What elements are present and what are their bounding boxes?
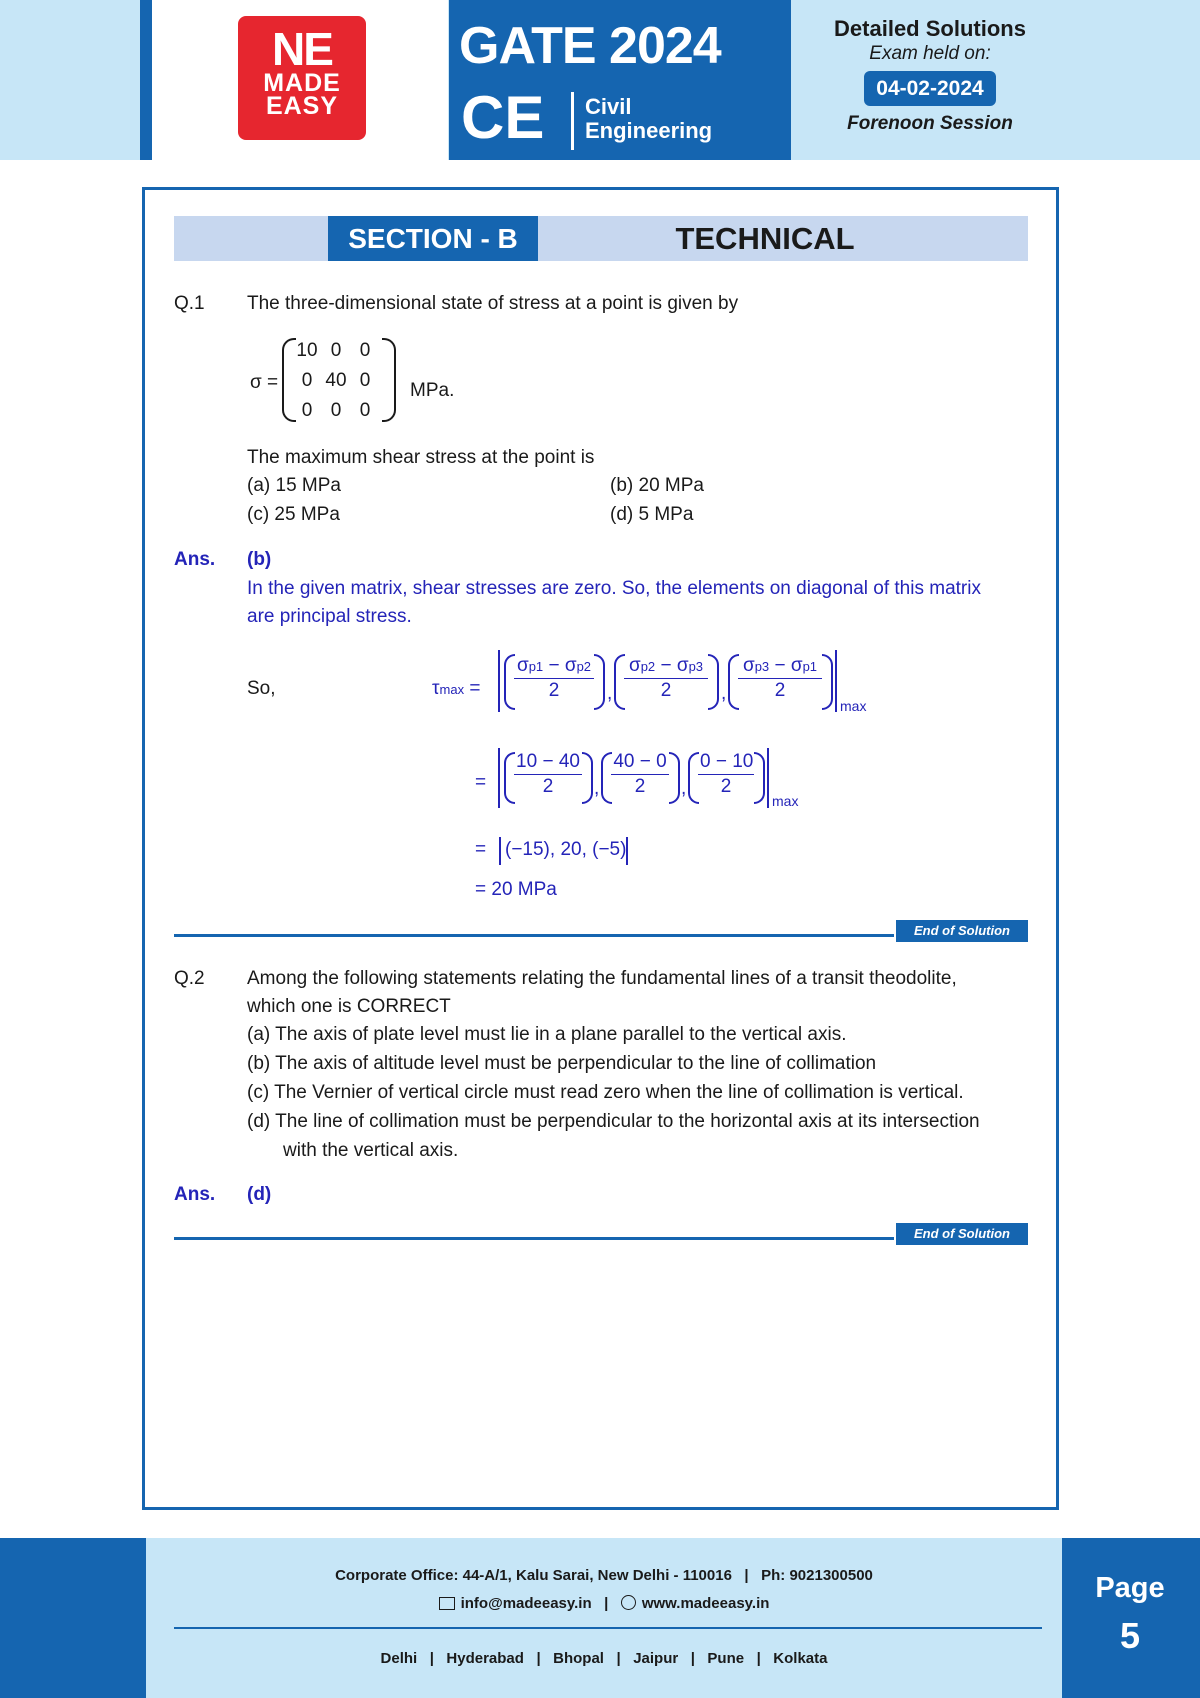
q2-end-of-solution: End of Solution [896,1223,1028,1245]
q1-end-rule [174,934,894,937]
eq3-abs-left [499,837,501,865]
q2-text-line1: Among the following statements relating the fundamental lines of a transit theodolite, [247,968,957,989]
frac-term: σ [790,655,803,676]
matrix-cell: 10 [296,340,318,361]
eq2-frac-2 [611,751,669,798]
q1-option-d: (d) 5 MPa [610,504,694,525]
frac-den: 2 [634,776,646,797]
q1-answer: (b) [247,549,272,570]
eq1-frac-2: $\frac{\sigma p2 - \sigma p3}{2}$ [624,655,708,702]
q2-option-b: (b) The axis of altitude level must be perpendicular to the line of collimation [247,1053,877,1074]
city: Pune [707,1650,745,1667]
matrix-cell: 0 [359,340,371,361]
email-link[interactable]: info@madeeasy.in [460,1595,592,1612]
frac-term: σ [676,655,689,676]
q1-option-b: (b) 20 MPa [610,475,704,496]
q1-number: Q.1 [174,293,205,314]
section-label: SECTION - B [328,216,538,261]
footer-rule [174,1627,1042,1629]
eq4-result: = 20 MPa [475,879,557,900]
page-number: 5 [1119,1615,1141,1656]
eq3-equals: = [475,839,487,860]
q1-end-of-solution: End of Solution [896,920,1028,942]
contact-line: info@madeeasy.in | www.madeeasy.in [146,1595,1062,1611]
city: Jaipur [633,1650,679,1667]
eq2-paren [669,752,680,804]
frac-den: 2 [720,776,732,797]
q2-option-c: (c) The Vernier of vertical circle must read zero when the line of collimation is vertical. [247,1082,964,1103]
matrix-cell: 40 [325,370,347,391]
header-stripe [140,0,152,160]
comma: , [607,683,613,704]
matrix-cell: 0 [359,370,371,391]
eq2-frac-1 [514,751,582,798]
comma: , [594,778,600,799]
mail-icon [439,1597,455,1610]
corporate-office: Corporate Office: 44-A/1, Kalu Sarai, New Delhi - 110016 | Ph: 9021300500 [335,1567,873,1584]
frac-term: σ [742,655,755,676]
q2-option-d: (d) The line of collimation must be perpendicular to the horizontal axis at its intersection [247,1111,980,1132]
phone-label: Ph: [761,1567,786,1584]
q1-option-c: (c) 25 MPa [247,504,340,525]
frac-sub: p2 [576,659,592,674]
frac-den: 2 [548,680,560,701]
comma: , [681,778,687,799]
frac-sub: p3 [688,659,704,674]
eq1-lhs: τmax = [432,678,481,699]
q2-option-d-cont: with the vertical axis. [283,1140,459,1161]
session-label: Forenoon Session [847,113,1013,135]
eq2-paren [754,752,765,804]
exam-title: GATE 2024 [459,17,721,75]
frac-den: 2 [542,776,554,797]
exam-details [800,16,1060,133]
exam-banner [449,0,791,160]
branch-divider [571,92,574,150]
matrix-cell: 0 [330,400,342,421]
office-address: 44-A/1, Kalu Sarai, New Delhi - 110016 [462,1567,732,1584]
frac-num: 40 − 0 [611,751,669,775]
matrix-symbol: σ = [250,372,279,393]
frac-num: 10 − 40 [514,751,582,775]
q1-explanation-line1: In the given matrix, shear stresses are zero. So, the elements on diagonal of this matrix [247,578,981,599]
frac-sub: p3 [754,659,770,674]
q2-option-a: (a) The axis of plate level must lie in a plane parallel to the vertical axis. [247,1024,847,1045]
q1-text: The three-dimensional state of stress at a point is given by [247,293,739,314]
matrix-cell: 0 [301,400,313,421]
matrix-right-paren [382,338,396,422]
tau-subscript: max [439,682,465,697]
q2-answer: (d) [247,1184,272,1205]
frac-num: 0 − 10 [698,751,754,775]
eq1-abs-right [835,650,837,712]
eq3-values: (−15), 20, (−5) [505,839,627,860]
eq2-frac-3 [698,751,754,798]
tau-symbol: τ [432,678,440,699]
frac-den: 2 [774,680,786,701]
eq2-abs-left [498,748,500,808]
comma: , [721,683,727,704]
eq1-paren [708,654,719,710]
held-on-label: Exam held on: [869,43,991,65]
frac-term: σ [628,655,641,676]
frac-sub: p1 [528,659,544,674]
office-label: Corporate Office: [335,1567,459,1584]
section-name: TECHNICAL [675,221,855,256]
exam-date-badge: 04-02-2024 [864,71,995,106]
q2-end-rule [174,1237,894,1240]
branch-name [585,95,712,143]
eq1-paren [822,654,833,710]
branch-name-line1: Civil [585,94,632,119]
matrix-cell: 0 [330,340,342,361]
footer-panel [146,1538,1062,1698]
eq1-abs-left [498,650,500,712]
logo-word-made: MADE [263,69,341,97]
eq2-paren [582,752,593,804]
city: Delhi [380,1650,418,1667]
q2-text-line2: which one is CORRECT [247,996,451,1017]
eq3-abs-right [626,837,628,865]
q1-question: The maximum shear stress at the point is [247,447,595,468]
eq1-paren [594,654,605,710]
matrix-cell: 0 [301,370,313,391]
website-link[interactable]: www.madeeasy.in [641,1595,770,1612]
eq1-max-sub: max [840,698,867,714]
eq1-frac-3: $\frac{\sigma p3 - \sigma p1}{2}$ [738,655,822,702]
eq1-frac-1: $\frac{\sigma p1 - \sigma p2}{2}$ [514,655,594,702]
eq2-equals: = [475,772,487,793]
city: Hyderabad [446,1650,524,1667]
q1-explanation-line2: are principal stress. [247,606,412,627]
frac-term: σ [516,655,529,676]
logo-word-easy: EASY [265,92,339,120]
detail-title: Detailed Solutions [834,16,1026,41]
q2-number: Q.2 [174,968,205,989]
logo-mark: NE [272,23,332,75]
frac-sub: p2 [640,659,656,674]
globe-icon [621,1595,636,1610]
city: Kolkata [773,1650,828,1667]
eq2-max-sub: max [772,793,799,809]
frac-term: σ [564,655,577,676]
frac-sub: p1 [802,659,818,674]
city-list: Delhi | Hyderabad | Bhopal | Jaipur | Pune | Kolkata [380,1650,828,1667]
eq2-abs-right [767,748,769,808]
matrix-unit: MPa. [410,380,455,401]
branch-name-line2: Engineering [585,118,713,144]
phone-number: 9021300500 [789,1567,873,1584]
branch-code: CE [461,84,545,151]
matrix-cell: 0 [359,400,371,421]
frac-den: 2 [660,680,672,701]
city: Bhopal [553,1650,604,1667]
made-easy-logo [238,16,366,140]
q1-option-a: (a) 15 MPa [247,475,341,496]
so-label: So, [247,678,276,699]
q2-ans-label: Ans. [174,1184,216,1205]
q1-ans-label: Ans. [174,549,216,570]
page-label: Page [1095,1572,1165,1604]
